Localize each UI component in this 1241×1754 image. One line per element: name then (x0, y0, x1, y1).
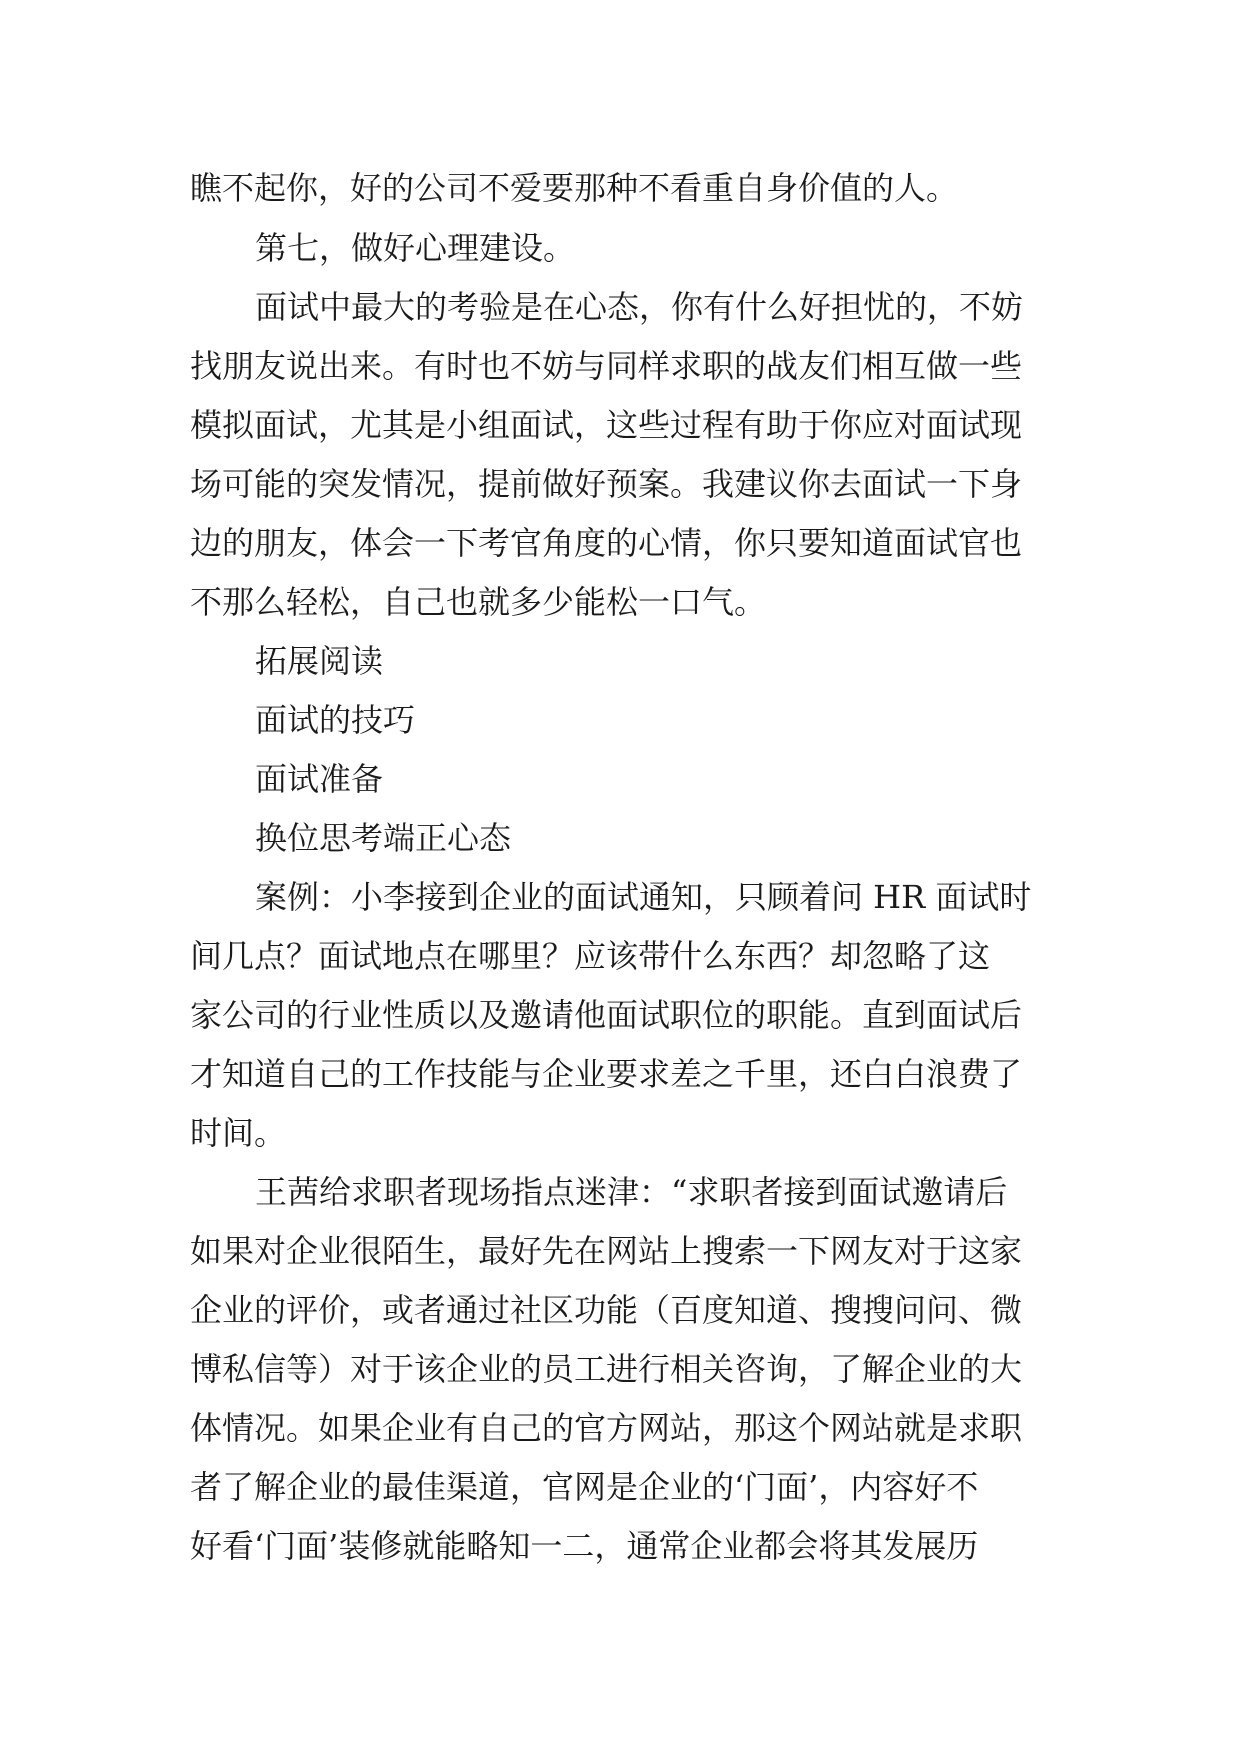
text-line: 瞧不起你，好的公司不爱要那种不看重自身价值的人。 (190, 169, 959, 207)
section-heading: 第七，做好心理建设。 (255, 229, 576, 267)
reading-item: 换位思考端正心态 (255, 819, 512, 857)
text-line: 不那么轻松，自己也就多少能松一口气。 (190, 583, 767, 621)
text-line: 企业的评价，或者通过社区功能（百度知道、搜搜问问、微 (190, 1291, 1023, 1329)
text-line: 场可能的突发情况，提前做好预案。我建议你去面试一下身 (190, 465, 1023, 503)
reading-item: 面试准备 (255, 760, 384, 798)
extended-reading-heading: 拓展阅读 (255, 642, 384, 680)
text-line: 间几点？面试地点在哪里？应该带什么东西？却忽略了这 (190, 937, 991, 975)
text-line: 王茜给求职者现场指点迷津：“求职者接到面试邀请后 (255, 1173, 1008, 1211)
text-line: 体情况。如果企业有自己的官方网站，那这个网站就是求职 (190, 1409, 1023, 1447)
text-line: 如果对企业很陌生，最好先在网站上搜索一下网友对于这家 (190, 1232, 1023, 1270)
text-line: 好看‘门面’装修就能略知一二，通常企业都会将其发展历 (190, 1527, 979, 1565)
text-line: 博私信等）对于该企业的员工进行相关咨询，了解企业的大 (190, 1350, 1023, 1388)
text-line: 面试中最大的考验是在心态，你有什么好担忧的，不妨 (255, 288, 1024, 326)
reading-item: 面试的技巧 (255, 701, 416, 739)
text-line: 家公司的行业性质以及邀请他面试职位的职能。直到面试后 (190, 996, 1023, 1034)
text-line: 者了解企业的最佳渠道，官网是企业的‘门面’，内容好不 (190, 1468, 979, 1506)
text-line: 案例：小李接到企业的面试通知，只顾着问 HR 面试时 (255, 878, 1032, 916)
text-line: 时间。 (190, 1114, 287, 1152)
text-line: 边的朋友，体会一下考官角度的心情，你只要知道面试官也 (190, 524, 1023, 562)
text-line: 才知道自己的工作技能与企业要求差之千里，还白白浪费了 (190, 1055, 1023, 1093)
text-line: 模拟面试，尤其是小组面试，这些过程有助于你应对面试现 (190, 406, 1023, 444)
text-line: 找朋友说出来。有时也不妨与同样求职的战友们相互做一些 (190, 347, 1023, 385)
